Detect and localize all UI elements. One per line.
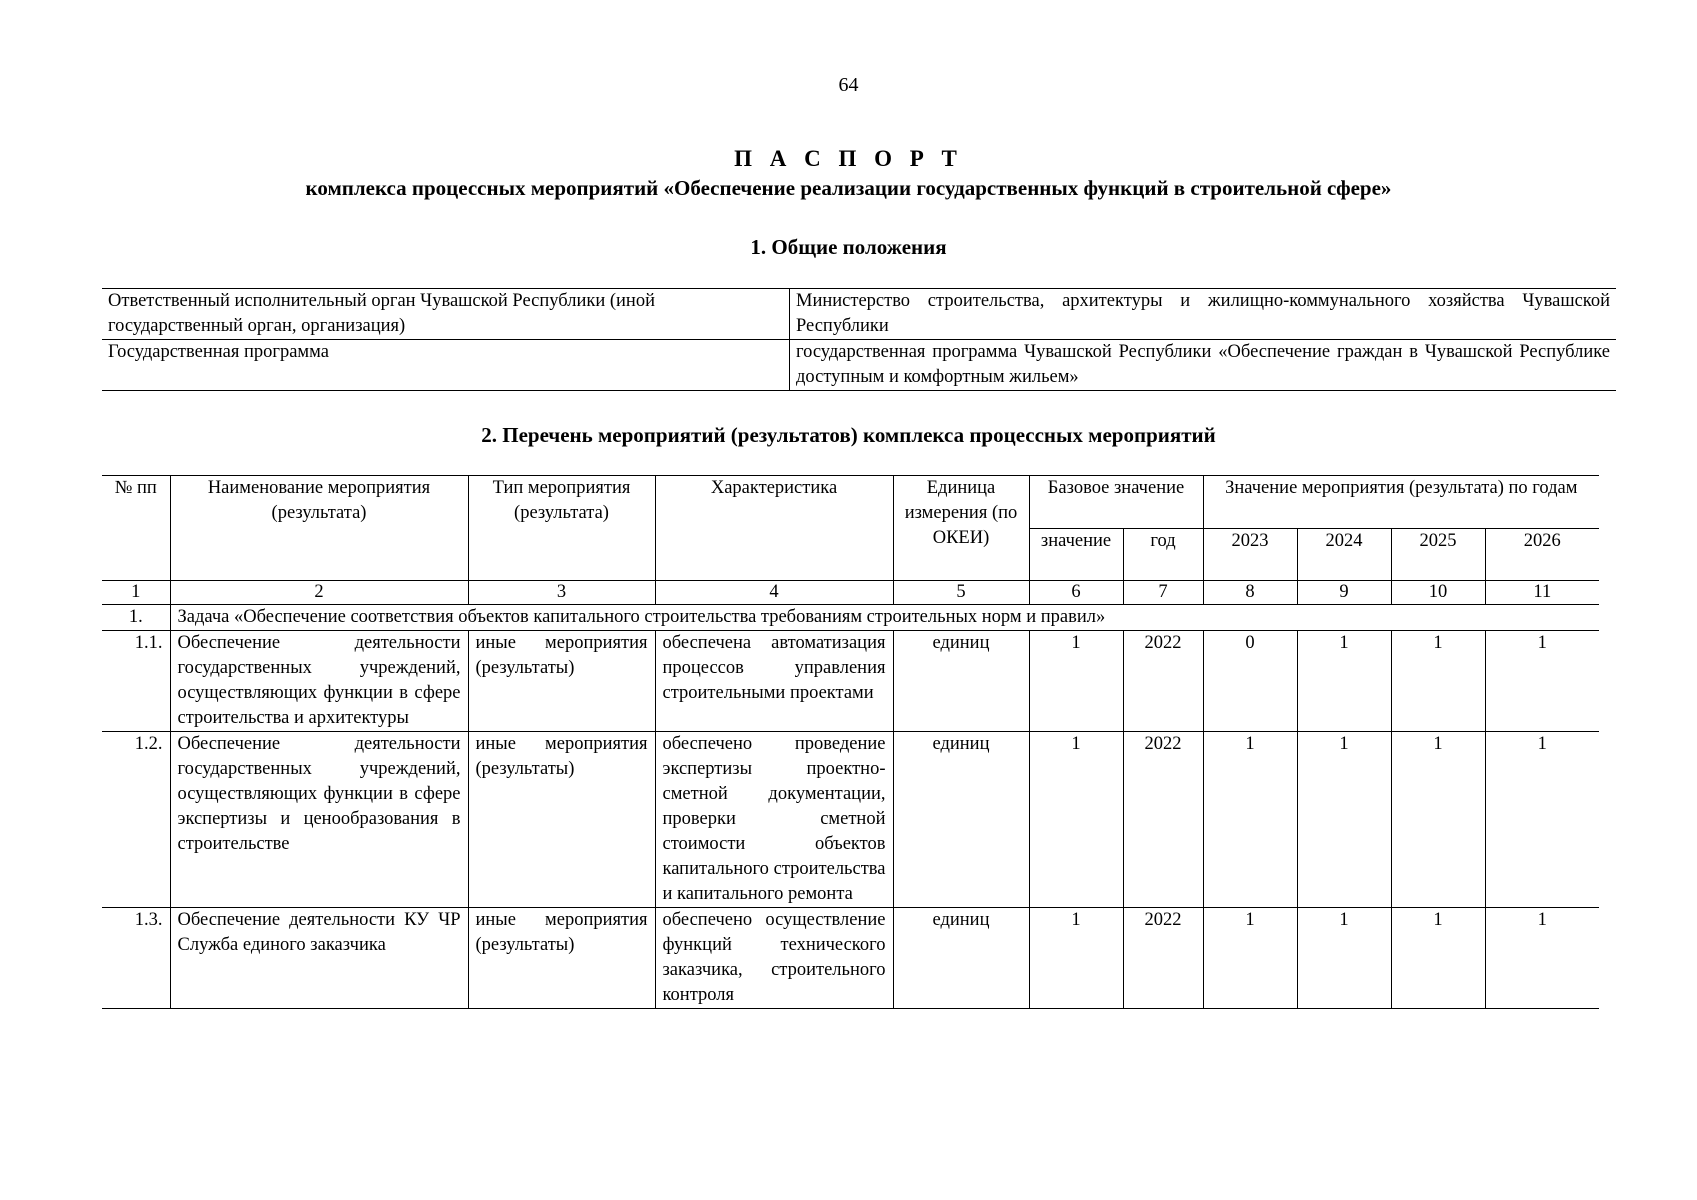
column-number: 5 (893, 581, 1029, 605)
row-value-2026: 1 (1485, 908, 1599, 1009)
header-year: 2026 (1485, 528, 1599, 581)
row-num: 1.1. (102, 631, 170, 732)
header-characteristic: Характеристика (655, 476, 893, 581)
row-base-year: 2022 (1123, 631, 1203, 732)
row-characteristic: обеспечена автоматизация процессов управления строительными проектами (655, 631, 893, 732)
header-unit: Единица измерения (по ОКЕИ) (893, 476, 1029, 581)
events-table (102, 475, 1599, 1009)
header-base-value: значение (1029, 528, 1123, 581)
column-number: 3 (468, 581, 655, 605)
row-base-year: 2022 (1123, 908, 1203, 1009)
header-year: 2025 (1391, 528, 1485, 581)
document-title: П А С П О Р Т (734, 146, 963, 171)
row-name: Обеспечение деятельности государственных учреждений, осуществляющих функции в сфере строительства и архитектуры (170, 631, 468, 732)
row-value-2024: 1 (1297, 732, 1391, 908)
row-type: иные мероприятия (результаты) (468, 631, 655, 732)
section-heading-events: 2. Перечень мероприятий (результатов) комплекса процессных мероприятий (481, 423, 1216, 447)
column-number: 8 (1203, 581, 1297, 605)
section-heading-general: 1. Общие положения (750, 235, 947, 259)
row-value: государственная программа Чувашской Республики «Обеспечение граждан в Чувашской Республике доступным и комфортным жильем» (790, 340, 1617, 391)
row-unit: единиц (893, 908, 1029, 1009)
row-value-2024: 1 (1297, 631, 1391, 732)
table-row (102, 289, 1616, 340)
column-number: 1 (102, 581, 170, 605)
page-number: 64 (838, 74, 859, 96)
column-number: 7 (1123, 581, 1203, 605)
row-value-2023: 1 (1203, 908, 1297, 1009)
header-name: Наименование мероприятия (результата) (170, 476, 468, 581)
task-text: Задача «Обеспечение соответствия объектов капитального строительства требованиям строительных норм и правил» (170, 605, 1599, 631)
row-characteristic: обеспечено осуществление функций технического заказчика, строительного контроля (655, 908, 893, 1009)
column-number: 9 (1297, 581, 1391, 605)
row-type: иные мероприятия (результаты) (468, 908, 655, 1009)
column-numbers-row (102, 581, 1599, 605)
column-number: 2 (170, 581, 468, 605)
header-base: Базовое значение (1029, 476, 1203, 529)
row-unit: единиц (893, 631, 1029, 732)
row-base-value: 1 (1029, 732, 1123, 908)
row-base-value: 1 (1029, 631, 1123, 732)
row-type: иные мероприятия (результаты) (468, 732, 655, 908)
column-number: 11 (1485, 581, 1599, 605)
header-values-by-year: Значение мероприятия (результата) по годам (1203, 476, 1599, 529)
row-value-2023: 1 (1203, 732, 1297, 908)
row-value: Министерство строительства, архитектуры и жилищно-коммунального хозяйства Чувашской Республики (790, 289, 1617, 340)
column-number: 4 (655, 581, 893, 605)
header-year: 2023 (1203, 528, 1297, 581)
table-row (102, 631, 1599, 732)
task-row (102, 605, 1599, 631)
header-row (102, 476, 1599, 529)
table-row (102, 732, 1599, 908)
row-value-2024: 1 (1297, 908, 1391, 1009)
row-value-2025: 1 (1391, 732, 1485, 908)
header-year: 2024 (1297, 528, 1391, 581)
row-num: 1.2. (102, 732, 170, 908)
row-name: Обеспечение деятельности государственных учреждений, осуществляющих функции в сфере экспертизы и ценообразования в строительстве (170, 732, 468, 908)
column-number: 10 (1391, 581, 1485, 605)
general-provisions-table (102, 288, 1616, 391)
table-row (102, 340, 1616, 391)
row-unit: единиц (893, 732, 1029, 908)
row-num: 1.3. (102, 908, 170, 1009)
row-base-year: 2022 (1123, 732, 1203, 908)
row-value-2025: 1 (1391, 631, 1485, 732)
task-num: 1. (102, 605, 170, 631)
header-base-year: год (1123, 528, 1203, 581)
row-label: Государственная программа (102, 340, 790, 391)
row-value-2026: 1 (1485, 732, 1599, 908)
row-characteristic: обеспечено проведение экспертизы проектно-сметной документации, проверки сметной стоимости объектов капитального строительства и капитального ремонта (655, 732, 893, 908)
document-subtitle: комплекса процессных мероприятий «Обеспечение реализации государственных функций в строительной сфере» (305, 176, 1392, 200)
header-num: № пп (102, 476, 170, 581)
table-row (102, 908, 1599, 1009)
column-number: 6 (1029, 581, 1123, 605)
row-base-value: 1 (1029, 908, 1123, 1009)
row-value-2025: 1 (1391, 908, 1485, 1009)
row-value-2026: 1 (1485, 631, 1599, 732)
row-label: Ответственный исполнительный орган Чувашской Республики (иной государственный орган, организация) (102, 289, 790, 340)
header-type: Тип мероприятия (результата) (468, 476, 655, 581)
row-value-2023: 0 (1203, 631, 1297, 732)
row-name: Обеспечение деятельности КУ ЧР Служба единого заказчика (170, 908, 468, 1009)
